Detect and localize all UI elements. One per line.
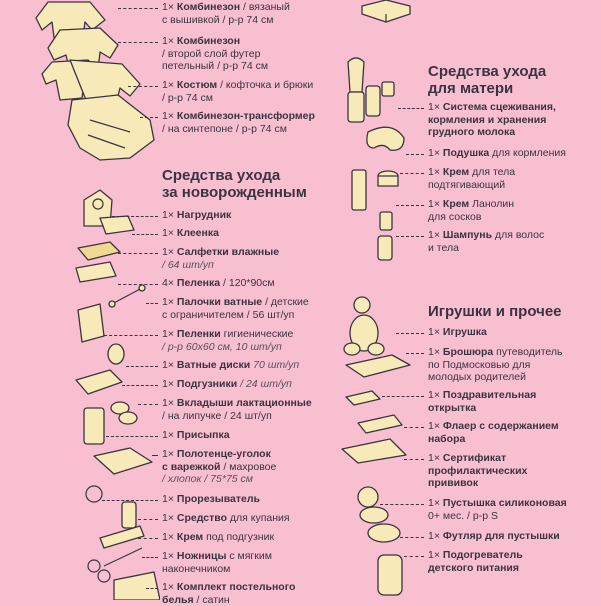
- list-item: 1× Пустышка силиконовая 0+ мес. / р-р S: [428, 497, 567, 522]
- leader-line: [138, 538, 158, 539]
- list-item: 1× Система сцеживания, кормления и хранения грудного молока: [428, 101, 556, 138]
- toys-illustration: [338, 293, 418, 600]
- leader-line: [102, 500, 158, 501]
- leader-line: [406, 353, 424, 354]
- leader-line: [104, 335, 158, 336]
- leader-line: [152, 455, 158, 456]
- list-item: 1× Средство для купания: [162, 512, 290, 524]
- leader-line: [112, 216, 158, 217]
- leader-line: [396, 333, 424, 334]
- list-item: 1× Футляр для пустышки: [428, 530, 560, 542]
- leader-line: [118, 253, 158, 254]
- leader-line: [382, 396, 424, 397]
- newborn-section-title: Средства ухода за новорожденным: [162, 167, 307, 201]
- mother-care-illustration: [338, 52, 418, 262]
- list-item: 1× Клеенка: [162, 227, 219, 239]
- leader-line: [132, 234, 158, 235]
- leader-line: [140, 117, 158, 118]
- list-item: 1× Комплект постельного белья / сатин: [162, 581, 296, 606]
- leader-line: [118, 284, 158, 285]
- box-illustration: [358, 0, 414, 24]
- leader-line: [118, 8, 158, 9]
- clothing-illustration: [30, 0, 160, 165]
- leader-line: [142, 557, 158, 558]
- leader-line: [404, 427, 424, 428]
- leader-line: [400, 537, 424, 538]
- list-item: 1× Вкладыши лактационные / на липучке / 24 шт/уп: [162, 397, 312, 422]
- list-item: 1× Нагрудник: [162, 209, 232, 221]
- toys-section-title: Игрушки и прочее: [428, 303, 562, 320]
- leader-line: [126, 366, 158, 367]
- list-item: 1× Ватные диски 70 шт/уп: [162, 359, 300, 371]
- list-item: 1× Сертификат профилактических прививок: [428, 452, 528, 489]
- list-item: 1× Шампунь для волос и тела: [428, 229, 545, 254]
- list-item: 1× Комбинезон-трансформер / на синтепоне / р-р 74 см: [162, 110, 315, 135]
- list-item: 1× Поздравительная открытка: [428, 389, 537, 414]
- leader-line: [128, 86, 158, 87]
- leader-line: [400, 173, 424, 174]
- leader-line: [398, 108, 424, 109]
- list-item: 1× Ножницы с мягким наконечником: [162, 550, 272, 575]
- list-item: 1× Флаер с содержанием набора: [428, 420, 559, 445]
- list-item: 1× Пеленки гигиенические / р-р 60х60 см, 10 шт/уп: [162, 328, 294, 353]
- leader-line: [404, 556, 424, 557]
- list-item: 1× Крем для тела подтягивающий: [428, 166, 516, 191]
- leader-line: [406, 154, 424, 155]
- right-column: [338, 0, 601, 600]
- list-item: 1× Комбинезон / вязаный с вышивкой / р-р 74 см: [162, 1, 290, 26]
- list-item: 1× Костюм / кофточка и брюки / р-р 74 см: [162, 79, 314, 104]
- list-item: 1× Подушка для кормления: [428, 147, 566, 159]
- mother-section-title: Средства ухода для матери: [428, 63, 547, 97]
- list-item: 1× Крем под подгузник: [162, 531, 275, 543]
- leader-line: [396, 205, 424, 206]
- list-item: 1× Прорезыватель: [162, 493, 260, 505]
- list-item: 1× Полотенце-уголок с варежкой / махровое / хлопок / 75*75 см: [162, 448, 277, 485]
- list-item: 1× Присыпка: [162, 429, 230, 441]
- leader-line: [118, 42, 158, 43]
- leader-line: [380, 504, 424, 505]
- leader-line: [146, 303, 158, 304]
- list-item: 1× Брошюра путеводитель по Подмосковью для молодых родителей: [428, 346, 563, 383]
- list-item: 1× Подгузники / 24 шт/уп: [162, 378, 292, 390]
- leader-line: [404, 459, 424, 460]
- leader-line: [146, 588, 158, 589]
- leader-line: [138, 519, 158, 520]
- list-item: 1× Игрушка: [428, 326, 487, 338]
- leader-line: [396, 236, 424, 237]
- leader-line: [138, 404, 158, 405]
- leader-line: [106, 436, 158, 437]
- list-item: 1× Салфетки влажные / 64 шт/уп: [162, 246, 280, 271]
- list-item: 1× Крем Ланолин для сосков: [428, 198, 515, 223]
- leader-line: [122, 385, 158, 386]
- list-item: 1× Комбинезон / второй слой футер петельный / р-р 74 см: [162, 35, 269, 72]
- list-item: 4× Пеленка / 120*90см: [162, 277, 275, 289]
- list-item: 1× Палочки ватные / детские с ограничителем / 56 шт/уп: [162, 296, 309, 321]
- list-item: 1× Подогреватель детского питания: [428, 549, 523, 574]
